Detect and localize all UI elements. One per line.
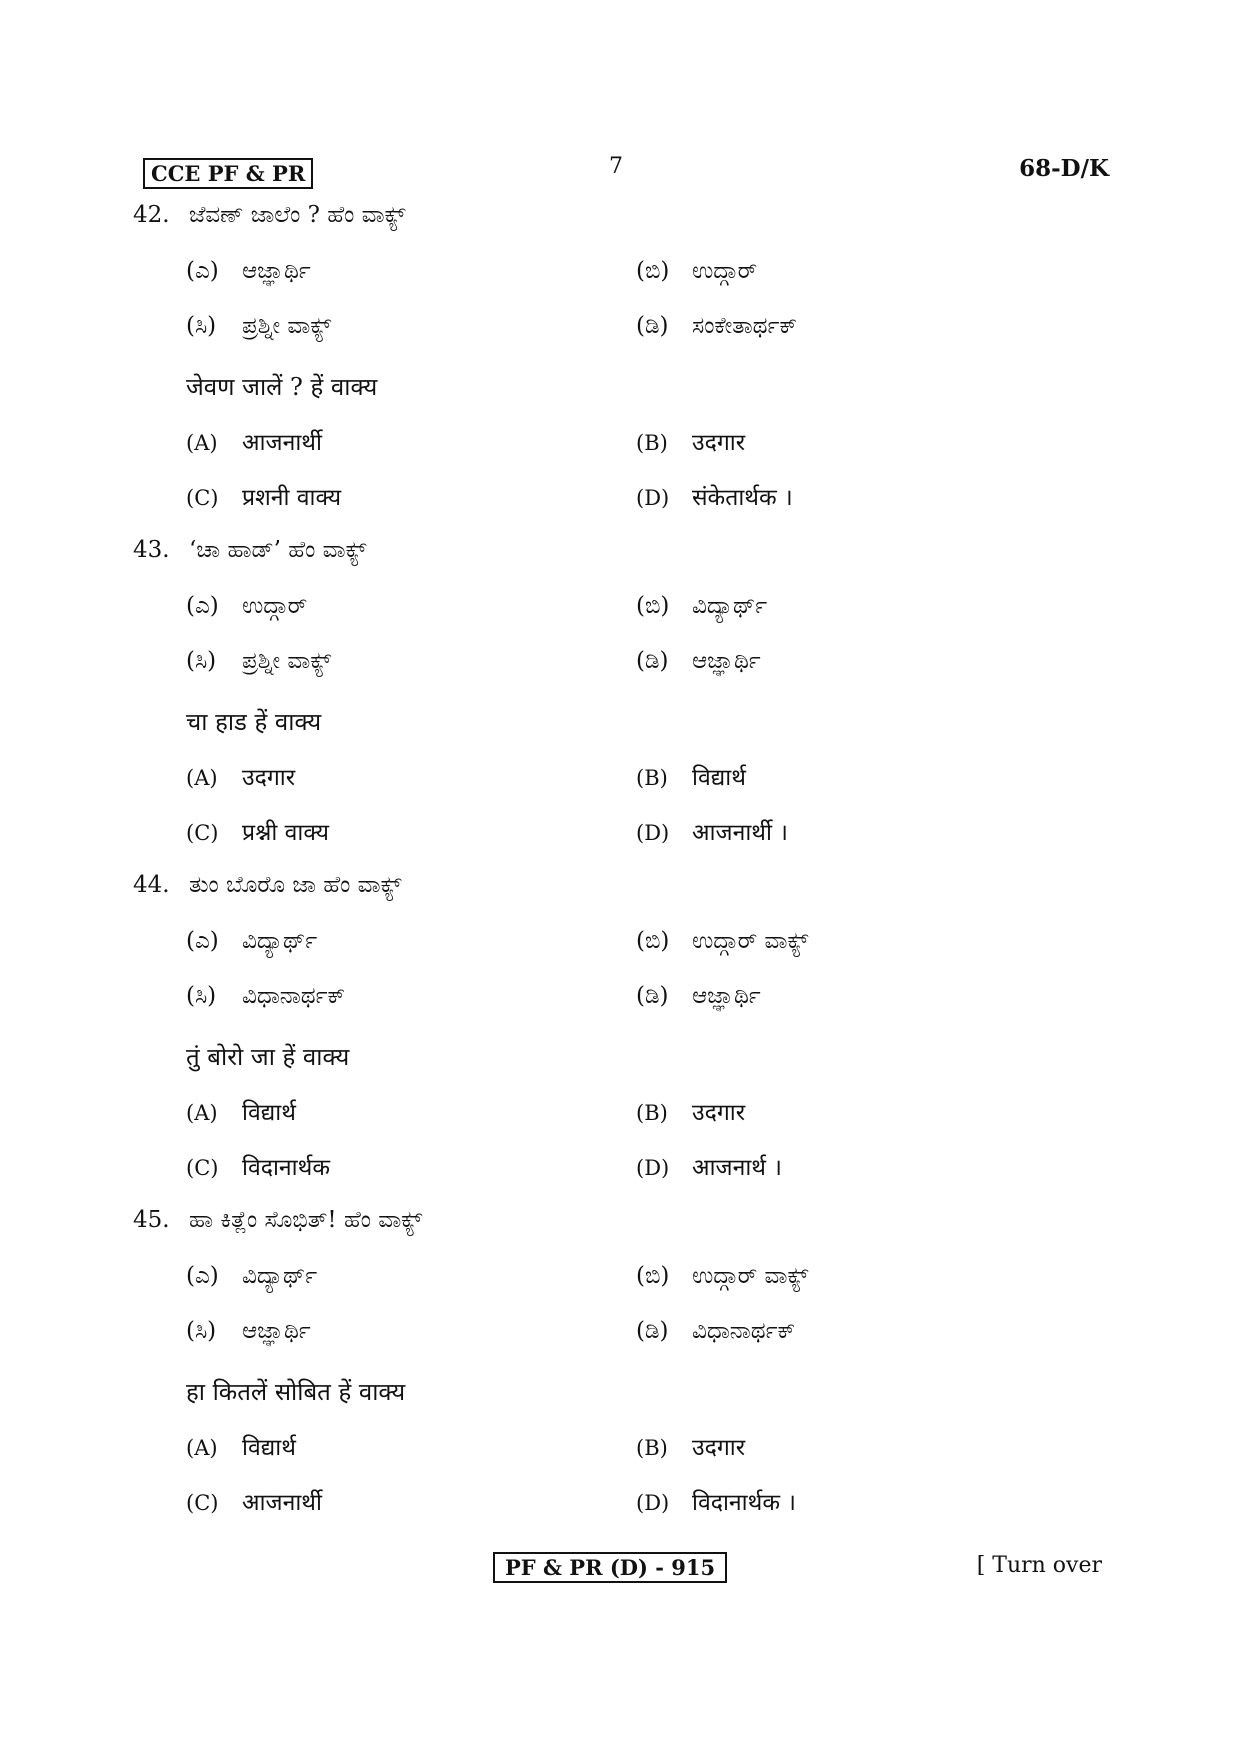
option-dev-a: (A) आजनार्थी [186, 430, 322, 456]
option-dev-b: (B) विद्यार्थ [636, 765, 746, 791]
question-text-devanagari: चा हाड हें वाक्य [186, 708, 322, 736]
footer-code-box: PF & PR (D) - 915 [493, 1552, 727, 1583]
option-kn-b: (ಬಿ) ವಿದ್ಯಾರ್ಥ್ [636, 593, 768, 619]
question-text-kannada: ‘ಚಾ ಹಾಡ್’ ಹೆಂ ವಾಕ್ಯ್ [189, 537, 367, 563]
option-kn-a: (ಎ) ಆಜ್ಞಾರ್ಥಿ [186, 258, 311, 284]
option-kn-c: (ಸಿ) ಪ್ರಶ್ನೀ ವಾಕ್ಯ್ [186, 313, 332, 339]
option-kn-b: (ಬಿ) ಉದ್ಗಾರ್ ವಾಕ್ಯ್ [636, 928, 809, 954]
question-45 [133, 1207, 422, 1233]
option-dev-b: (B) उदगार [636, 430, 746, 456]
question-43 [133, 537, 366, 563]
option-dev-c: (C) प्रश्नी वाक्य [186, 820, 330, 846]
option-dev-c: (C) विदानार्थक [186, 1155, 330, 1181]
option-kn-a: (ಎ) ಉದ್ಗಾರ್ [186, 593, 308, 619]
turn-over-note: [ Turn over [976, 1553, 1102, 1578]
option-dev-a: (A) विद्यार्थ [186, 1435, 296, 1461]
option-kn-c: (ಸಿ) ಆಜ್ಞಾರ್ಥಿ [186, 1318, 311, 1344]
option-dev-d: (D) आजनार्थी । [636, 820, 788, 846]
option-kn-d: (ಡಿ) ಆಜ್ಞಾರ್ಥಿ [636, 648, 761, 674]
question-text-devanagari: हा कितलें सोबित हें वाक्य [186, 1378, 406, 1406]
option-kn-d: (ಡಿ) ಸಂಕೇತಾರ್ಥಕ್ [636, 313, 798, 339]
option-kn-a: (ಎ) ವಿದ್ಯಾರ್ಥ್ [186, 1263, 318, 1289]
option-kn-d: (ಡಿ) ವಿಧಾನಾರ್ಥಕ್ [636, 1318, 796, 1344]
paper-code: 68-D/K [1019, 155, 1109, 182]
option-kn-a: (ಎ) ವಿದ್ಯಾರ್ಥ್ [186, 928, 318, 954]
option-dev-d: (D) विदानार्थक । [636, 1490, 797, 1516]
page-number: 7 [609, 154, 623, 179]
option-dev-a: (A) उदगार [186, 765, 296, 791]
option-dev-b: (B) उदगार [636, 1435, 746, 1461]
option-kn-b: (ಬಿ) ಉದ್ಗಾರ್ [636, 258, 758, 284]
option-kn-c: (ಸಿ) ಪ್ರಶ್ನೀ ವಾಕ್ಯ್ [186, 648, 332, 674]
question-44 [133, 872, 402, 898]
option-kn-b: (ಬಿ) ಉದ್ಗಾರ್ ವಾಕ್ಯ್ [636, 1263, 809, 1289]
option-dev-b: (B) उदगार [636, 1100, 746, 1126]
option-dev-d: (D) आजनार्थ । [636, 1155, 783, 1181]
option-dev-a: (A) विद्यार्थ [186, 1100, 296, 1126]
question-42 [133, 202, 406, 228]
question-text-kannada: ಜೆವಣ್ ಜಾಲೆಂ ? ಹೆಂ ವಾಕ್ಯ್ [189, 202, 406, 228]
question-number: 45. [133, 1207, 170, 1233]
question-text-devanagari: तुं बोरो जा हें वाक्य [186, 1043, 350, 1071]
question-text-kannada: ಹಾ ಕಿತ್ಲೆಂ ಸೊಭಿತ್! ಹೆಂ ವಾಕ್ಯ್ [189, 1207, 423, 1233]
option-dev-c: (C) प्रशनी वाक्य [186, 485, 342, 511]
question-text-kannada: ತುಂ ಬೊರೊ ಜಾ ಹೆಂ ವಾಕ್ಯ್ [189, 872, 402, 898]
option-dev-d: (D) संकेतार्थक । [636, 485, 793, 511]
question-text-devanagari: जेवण जालें ? हें वाक्य [186, 373, 378, 401]
option-kn-d: (ಡಿ) ಆಜ್ಞಾರ್ಥಿ [636, 983, 761, 1009]
question-number: 42. [133, 202, 170, 228]
option-dev-c: (C) आजनार्थी [186, 1490, 322, 1516]
question-number: 43. [133, 537, 170, 563]
header-subject-box: CCE PF & PR [143, 158, 313, 189]
question-number: 44. [133, 872, 170, 898]
option-kn-c: (ಸಿ) ವಿಧಾನಾರ್ಥಕ್ [186, 983, 346, 1009]
